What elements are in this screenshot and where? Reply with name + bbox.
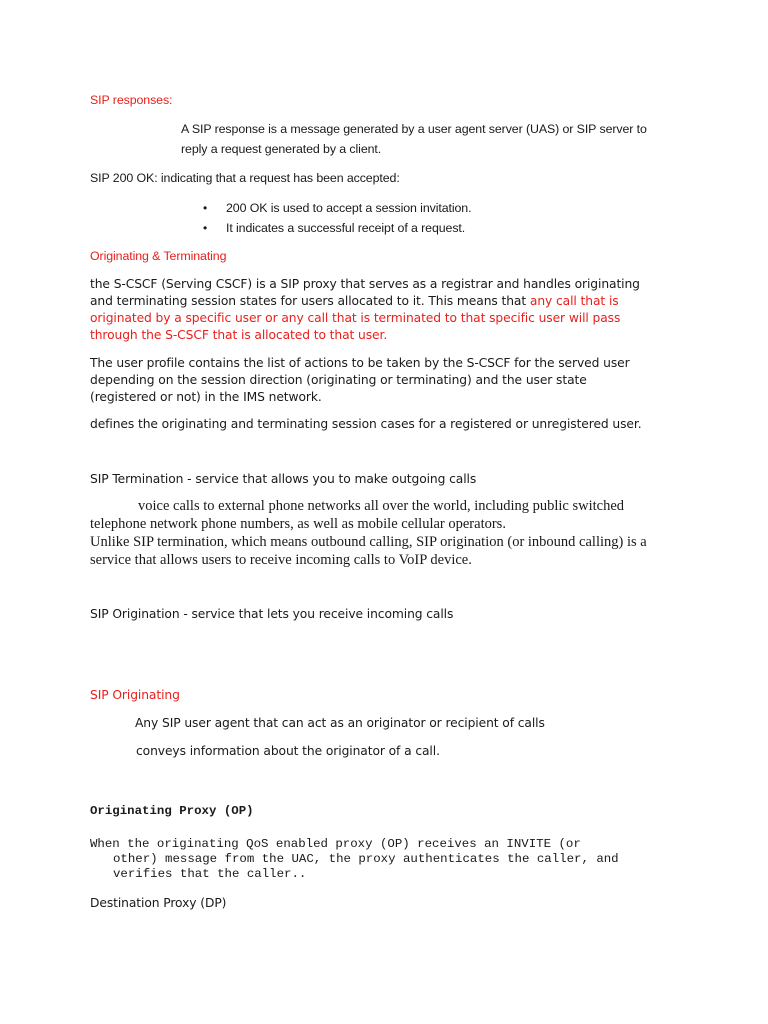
response-desc-line: A SIP response is a message generated by a user agent server (UAS) or SIP server to — [181, 122, 647, 136]
scscf-highlight-line: originated by a specific user or any call that is terminated to that specific user will pass — [90, 311, 621, 325]
destination-proxy-heading: Destination Proxy (DP) — [90, 896, 227, 910]
profile-paragraph-line: The user profile contains the list of actions to be taken by the S-CSCF for the served user — [90, 356, 630, 370]
termination-desc-line: Unlike SIP termination, which means outbound calling, SIP origination (or inbound calling) is a — [90, 534, 647, 550]
bullet-item: It indicates a successful receipt of a request. — [226, 221, 466, 235]
scscf-highlight-text: any call that is — [529, 294, 619, 308]
originating-item: Any SIP user agent that can act as an originator or recipient of calls — [135, 716, 545, 730]
bullet-icon: • — [203, 221, 208, 235]
sip-responses-heading: SIP responses: — [90, 93, 173, 107]
op-desc-line: other) message from the UAC, the proxy authenticates the caller, and — [113, 852, 619, 866]
op-desc-line: When the originating QoS enabled proxy (OP) receives an INVITE (or — [90, 837, 581, 851]
profile-paragraph-line: (registered or not) in the IMS network. — [90, 390, 322, 404]
sip-origination-heading: SIP Origination - service that lets you receive incoming calls — [90, 607, 454, 621]
sip-termination-heading: SIP Termination - service that allows you to make outgoing calls — [90, 472, 477, 486]
termination-desc-line: service that allows users to receive incoming calls to VoIP device. — [90, 552, 472, 568]
originating-terminating-heading: Originating & Terminating — [90, 249, 227, 263]
sip-originating-heading: SIP Originating — [90, 688, 180, 702]
scscf-highlight-line: through the S-CSCF that is allocated to that user. — [90, 328, 388, 342]
profile-paragraph-line: depending on the session direction (originating or terminating) and the user state — [90, 373, 587, 387]
scscf-line-text: and terminating session states for users allocated to it. This means that — [90, 294, 530, 308]
scscf-paragraph-line — [90, 294, 619, 308]
response-desc-line: reply a request generated by a client. — [181, 142, 382, 156]
originating-proxy-heading: Originating Proxy (OP) — [90, 804, 254, 818]
scscf-paragraph-line: the S-CSCF (Serving CSCF) is a SIP proxy that serves as a registrar and handles originating — [90, 277, 640, 291]
defines-text: defines the originating and terminating session cases for a registered or unregistered user. — [90, 417, 642, 431]
sip-200-heading: SIP 200 OK: indicating that a request has been accepted: — [90, 171, 400, 185]
originating-item: conveys information about the originator of a call. — [136, 744, 440, 758]
termination-desc-line: telephone network phone numbers, as well as mobile cellular operators. — [90, 516, 506, 532]
op-desc-line: verifies that the caller.. — [113, 867, 307, 881]
bullet-item: 200 OK is used to accept a session invitation. — [226, 201, 472, 215]
bullet-icon: • — [203, 201, 208, 215]
termination-desc-line: voice calls to external phone networks all over the world, including public switched — [138, 498, 625, 514]
